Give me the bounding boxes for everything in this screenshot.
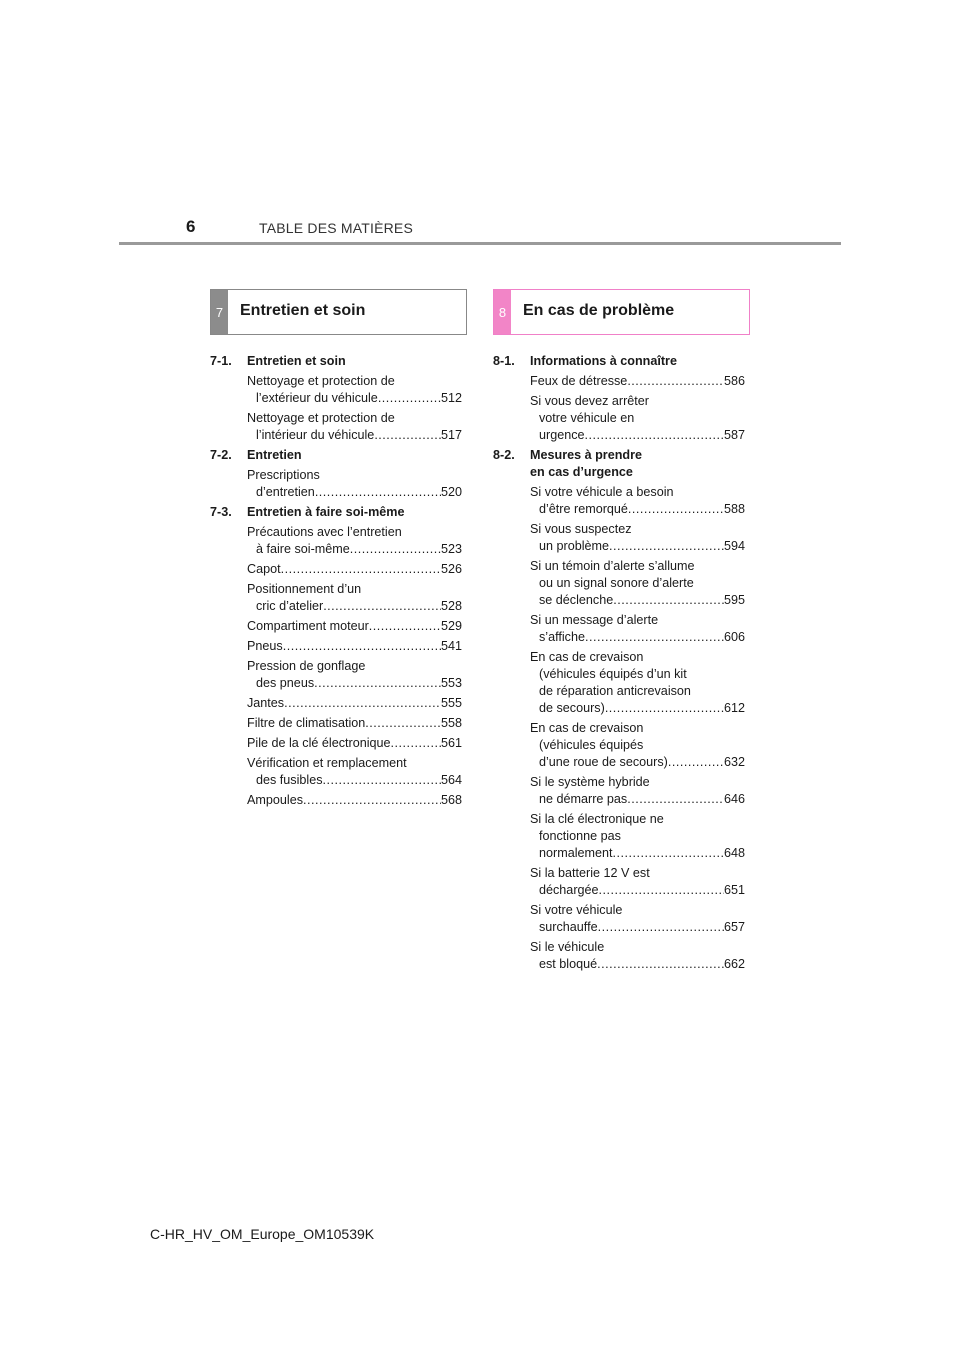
dot-leader xyxy=(350,541,441,558)
toc-entry[interactable] xyxy=(247,524,462,558)
toc-entry-text: Vérification et remplacement xyxy=(247,756,407,770)
dot-leader xyxy=(378,390,441,407)
toc-entry-text: Nettoyage et protection de xyxy=(247,374,395,388)
toc-entry-text: Compartiment moteur xyxy=(247,619,369,633)
toc-entry-last-line xyxy=(247,561,462,578)
toc-entry[interactable] xyxy=(530,393,745,444)
toc-page-number: 586 xyxy=(723,374,745,388)
toc-entry-last-line xyxy=(530,845,745,862)
toc-entry-last-line xyxy=(530,919,745,936)
toc-entry-text: ou un signal sonore d’alerte xyxy=(539,576,694,590)
toc-entry-text: fonctionne pas xyxy=(539,829,621,843)
dot-leader xyxy=(627,373,724,390)
toc-entry-text: un problème xyxy=(539,539,610,553)
dot-leader xyxy=(598,919,724,936)
header-rule xyxy=(119,242,841,245)
section-8-title: En cas de problème xyxy=(523,302,675,319)
dot-leader xyxy=(365,715,441,732)
toc-entry-text: Si votre véhicule xyxy=(530,903,623,917)
subsection-heading xyxy=(210,447,462,464)
toc-page-number: 662 xyxy=(723,957,745,971)
dot-leader xyxy=(668,754,724,771)
toc-entry-text: d’être remorqué xyxy=(539,502,628,516)
subsection-heading xyxy=(493,447,745,481)
toc-entry-text: normalement xyxy=(539,846,613,860)
subsection-title: Entretien à faire soi-même xyxy=(247,505,405,519)
toc-entry[interactable] xyxy=(247,410,462,444)
toc-entry-text: (véhicules équipés xyxy=(539,738,644,752)
section-8-tab: 8 xyxy=(494,290,511,334)
subsection-number: 7-2. xyxy=(210,448,232,462)
toc-page-number: 523 xyxy=(440,542,462,556)
dot-leader xyxy=(613,845,724,862)
toc-entry-text: En cas de crevaison xyxy=(530,650,644,664)
document-id: C-HR_HV_OM_Europe_OM10539K xyxy=(150,1226,375,1242)
toc-entry-text: se déclenche xyxy=(539,593,614,607)
toc-entry-last-line xyxy=(247,675,462,692)
toc-entry-text: à faire soi-même xyxy=(256,542,350,556)
dot-leader xyxy=(627,791,724,808)
toc-entry[interactable] xyxy=(530,865,745,899)
dot-leader xyxy=(281,561,441,578)
subsection-heading xyxy=(210,353,462,370)
page-number: 6 xyxy=(186,217,196,236)
toc-entry-text: urgence xyxy=(539,428,585,442)
toc-entry-text: Si la batterie 12 V est xyxy=(530,866,650,880)
subsection-heading xyxy=(210,504,462,521)
toc-entry-text: Si un témoin d’alerte s’allume xyxy=(530,559,695,573)
dot-leader xyxy=(597,956,724,973)
toc-entry-last-line xyxy=(530,629,745,646)
toc-entry-text: Ampoules xyxy=(247,793,304,807)
dot-leader xyxy=(374,427,441,444)
toc-page-number: 568 xyxy=(440,793,462,807)
dot-leader xyxy=(605,700,724,717)
dot-leader xyxy=(323,772,441,789)
subsection-number: 8-1. xyxy=(493,354,515,368)
dot-leader xyxy=(315,484,441,501)
toc-entry[interactable] xyxy=(530,774,745,808)
section-7-title: Entretien et soin xyxy=(240,302,366,319)
toc-page-number: 553 xyxy=(440,676,462,690)
toc-entry-text: Précautions avec l’entretien xyxy=(247,525,402,539)
toc-page-number: 588 xyxy=(723,502,745,516)
toc-page-number: 526 xyxy=(440,562,462,576)
toc-entry-last-line xyxy=(247,715,462,732)
toc-entry-text: surchauffe xyxy=(539,920,598,934)
toc-entry-last-line xyxy=(247,598,462,615)
toc-entry[interactable] xyxy=(247,561,462,578)
toc-entry-text: l’intérieur du véhicule xyxy=(256,428,375,442)
toc-page-number: 561 xyxy=(440,736,462,750)
dot-leader xyxy=(628,501,724,518)
dot-leader xyxy=(284,695,441,712)
dot-leader xyxy=(585,427,724,444)
toc-entry-text: Si vous suspectez xyxy=(530,522,632,536)
toc-column-section-8 xyxy=(493,353,745,973)
toc-entry[interactable] xyxy=(247,658,462,692)
dot-leader xyxy=(613,592,724,609)
toc-entry[interactable] xyxy=(530,720,745,771)
toc-entry[interactable] xyxy=(530,484,745,518)
toc-entry-last-line xyxy=(530,373,745,390)
dot-leader xyxy=(314,675,441,692)
toc-entry-last-line xyxy=(247,484,462,501)
toc-page-number: 520 xyxy=(440,485,462,499)
toc-entry[interactable] xyxy=(247,373,462,407)
dot-leader xyxy=(599,882,724,899)
toc-page-number: 594 xyxy=(723,539,745,553)
toc-entry-last-line xyxy=(247,772,462,789)
toc-entry-last-line xyxy=(530,538,745,555)
toc-entry[interactable] xyxy=(247,695,462,712)
toc-entry-text: Jantes xyxy=(247,696,285,710)
toc-entry-text: des fusibles xyxy=(256,773,323,787)
subsection-number: 7-3. xyxy=(210,505,232,519)
toc-entry-text: Si le système hybride xyxy=(530,775,650,789)
toc-entry-last-line xyxy=(530,700,745,717)
toc-entry[interactable] xyxy=(247,792,462,809)
dot-leader xyxy=(391,735,441,752)
toc-entry-last-line xyxy=(247,695,462,712)
toc-entry-text: est bloqué xyxy=(539,957,598,971)
toc-entry-text: Pneus xyxy=(247,639,283,653)
toc-entry-last-line xyxy=(247,792,462,809)
toc-entry-last-line xyxy=(247,735,462,752)
toc-page-number: 657 xyxy=(723,920,745,934)
subsection-heading xyxy=(493,353,745,370)
toc-entry-text: cric d’atelier xyxy=(256,599,324,613)
toc-entry-text: Pression de gonflage xyxy=(247,659,366,673)
dot-leader xyxy=(283,638,441,655)
toc-entry-text: d’entretien xyxy=(256,485,315,499)
dot-leader xyxy=(369,618,441,635)
toc-page-number: 564 xyxy=(440,773,462,787)
toc-entry[interactable] xyxy=(530,649,745,717)
toc-entry[interactable] xyxy=(530,902,745,936)
toc-entry[interactable] xyxy=(247,581,462,615)
section-8-heading xyxy=(493,289,750,335)
subsection-title: Entretien et soin xyxy=(247,354,346,368)
toc-page-number: 558 xyxy=(440,716,462,730)
toc-page-number: 528 xyxy=(440,599,462,613)
toc-entry-text: ne démarre pas xyxy=(539,792,628,806)
toc-entry[interactable] xyxy=(247,618,462,635)
toc-entry[interactable] xyxy=(530,558,745,609)
toc-entry-text: l’extérieur du véhicule xyxy=(256,391,378,405)
subsection-title: Entretien xyxy=(247,448,302,462)
toc-entry-last-line xyxy=(530,882,745,899)
toc-entry-last-line xyxy=(530,427,745,444)
dot-leader xyxy=(323,598,441,615)
toc-page-number: 541 xyxy=(440,639,462,653)
toc-column-section-7 xyxy=(210,353,462,809)
toc-entry-text: Si vous devez arrêter xyxy=(530,394,649,408)
toc-page-number: 632 xyxy=(723,755,745,769)
toc-entry-text: Pile de la clé électronique xyxy=(247,736,391,750)
toc-page-number: 646 xyxy=(723,792,745,806)
toc-entry-text: votre véhicule en xyxy=(539,411,635,425)
dot-leader xyxy=(303,792,441,809)
toc-entry[interactable] xyxy=(530,939,745,973)
toc-entry[interactable] xyxy=(530,373,745,390)
toc-page-number: 648 xyxy=(723,846,745,860)
subsection-title: Mesures à prendre en cas d’urgence xyxy=(530,448,642,479)
toc-entry-last-line xyxy=(247,618,462,635)
toc-entry[interactable] xyxy=(530,612,745,646)
subsection-title: Informations à connaître xyxy=(530,354,677,368)
dot-leader xyxy=(585,629,724,646)
toc-entry-last-line xyxy=(530,501,745,518)
toc-entry[interactable] xyxy=(530,521,745,555)
toc-entry-last-line xyxy=(530,592,745,609)
toc-page-number: 651 xyxy=(723,883,745,897)
toc-page-number: 595 xyxy=(723,593,745,607)
toc-entry-text: Nettoyage et protection de xyxy=(247,411,395,425)
toc-entry-text: d’une roue de secours) xyxy=(539,755,668,769)
toc-entry-text: Positionnement d’un xyxy=(247,582,362,596)
toc-entry-text: Si le véhicule xyxy=(530,940,605,954)
toc-entry-last-line xyxy=(247,390,462,407)
section-7-heading xyxy=(210,289,467,335)
toc-entry-last-line xyxy=(247,541,462,558)
toc-entry-last-line xyxy=(530,754,745,771)
toc-entry-text: de secours) xyxy=(539,701,605,715)
toc-page-number: 512 xyxy=(440,391,462,405)
section-7-tab: 7 xyxy=(211,290,228,334)
subsection-number: 8-2. xyxy=(493,448,515,462)
toc-page-number: 529 xyxy=(440,619,462,633)
toc-entry[interactable] xyxy=(530,811,745,862)
toc-entry[interactable] xyxy=(247,638,462,655)
toc-entry-text: Si votre véhicule a besoin xyxy=(530,485,674,499)
page-header-title: TABLE DES MATIÈRES xyxy=(259,220,414,236)
toc-entry-text: En cas de crevaison xyxy=(530,721,644,735)
toc-entry-last-line xyxy=(530,791,745,808)
toc-entry[interactable] xyxy=(247,735,462,752)
toc-entry-text: Si la clé électronique ne xyxy=(530,812,664,826)
toc-entry-text: déchargée xyxy=(539,883,599,897)
toc-entry-text: Si un message d’alerte xyxy=(530,613,659,627)
toc-page-number: 606 xyxy=(723,630,745,644)
toc-entry-text: Feux de détresse xyxy=(530,374,628,388)
toc-entry-text: Prescriptions xyxy=(247,468,320,482)
toc-entry-text: Capot xyxy=(247,562,281,576)
toc-entry-text: s’affiche xyxy=(539,630,585,644)
toc-entry-text: Filtre de climatisation xyxy=(247,716,366,730)
toc-page-number: 587 xyxy=(723,428,745,442)
dot-leader xyxy=(609,538,724,555)
subsection-number: 7-1. xyxy=(210,354,232,368)
toc-page-number: 555 xyxy=(440,696,462,710)
toc-page-number: 612 xyxy=(723,701,745,715)
toc-entry-text: des pneus xyxy=(256,676,315,690)
toc-entry[interactable] xyxy=(247,715,462,732)
toc-entry[interactable] xyxy=(247,755,462,789)
toc-entry-text: (véhicules équipés d’un kit xyxy=(539,667,687,681)
toc-entry-last-line xyxy=(530,956,745,973)
toc-entry-last-line xyxy=(247,638,462,655)
toc-entry-text: de réparation anticrevaison xyxy=(539,684,691,698)
toc-page-number: 517 xyxy=(440,428,462,442)
toc-entry[interactable] xyxy=(247,467,462,501)
toc-entry-last-line xyxy=(247,427,462,444)
